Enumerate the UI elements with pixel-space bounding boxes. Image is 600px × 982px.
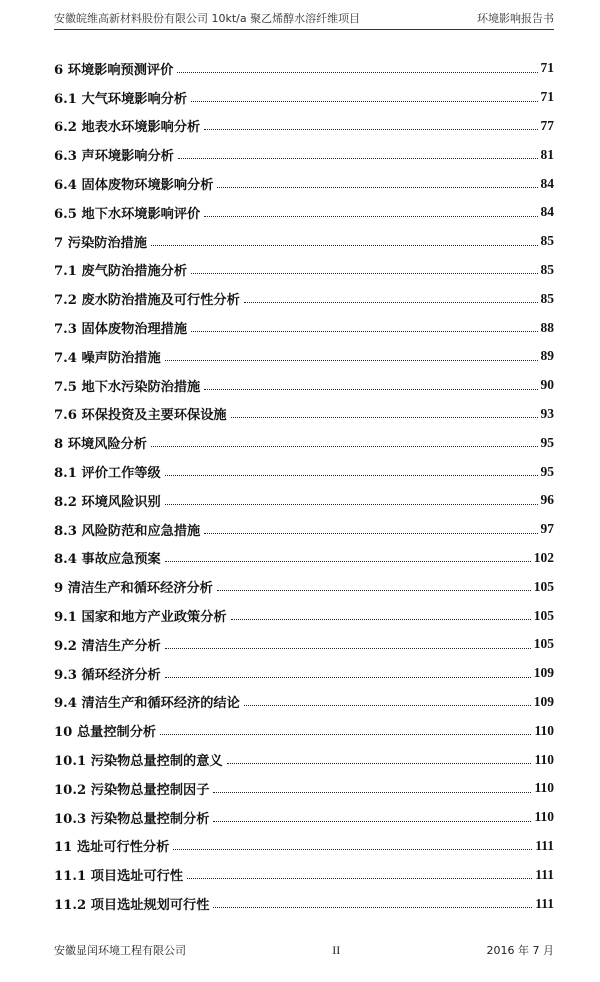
toc-entry[interactable] (54, 572, 554, 601)
toc-entry-title: 8.1 评价工作等级 (54, 466, 161, 482)
toc-leader-dots (178, 158, 538, 159)
toc-leader-dots (204, 129, 537, 130)
toc-entry-title: 7.3 固体废物治理措施 (54, 322, 188, 338)
toc-entry[interactable] (54, 486, 554, 515)
toc-entry[interactable] (54, 688, 554, 717)
toc-leader-dots (165, 360, 538, 361)
toc-entry-title: 7 污染防治措施 (54, 235, 147, 251)
toc-entry-title: 9 清洁生产和循环经济分析 (54, 581, 213, 597)
toc-entry-title: 9.3 循环经济分析 (54, 667, 161, 683)
toc-entry[interactable] (54, 284, 554, 313)
toc-entry[interactable] (54, 112, 554, 141)
toc-leader-dots (204, 389, 537, 390)
toc-leader-dots (231, 417, 538, 418)
toc-entry[interactable] (54, 832, 554, 861)
toc-leader-dots (227, 763, 532, 764)
toc-entry-page-number: 85 (540, 233, 554, 249)
toc-entry-title: 6.2 地表水环境影响分析 (54, 120, 201, 136)
toc-entry-title: 6.5 地下水环境影响评价 (54, 206, 201, 222)
table-of-contents (54, 54, 554, 918)
toc-entry[interactable] (54, 601, 554, 630)
toc-entry-title: 6 环境影响预测评价 (54, 62, 174, 78)
page-header (54, 8, 554, 30)
toc-entry[interactable] (54, 428, 554, 457)
footer-company: 安徽显闰环境工程有限公司 (54, 944, 186, 957)
toc-entry[interactable] (54, 774, 554, 803)
toc-leader-dots (213, 821, 531, 822)
toc-entry-page-number: 85 (540, 261, 554, 277)
toc-entry-page-number: 84 (540, 175, 554, 191)
toc-leader-dots (165, 475, 538, 476)
toc-entry-title: 11.2 项目选址规划可行性 (54, 898, 210, 913)
toc-leader-dots (165, 504, 538, 505)
toc-entry-title: 10.1 污染物总量控制的意义 (54, 754, 223, 770)
toc-entry-page-number: 77 (540, 117, 554, 133)
toc-leader-dots (204, 533, 537, 534)
toc-entry-page-number: 105 (533, 607, 554, 623)
toc-entry[interactable] (54, 889, 554, 918)
toc-leader-dots (187, 878, 532, 879)
toc-entry-title: 7.1 废气防治措施分析 (54, 264, 188, 280)
toc-entry-page-number: 96 (540, 492, 554, 508)
toc-leader-dots (213, 792, 531, 793)
toc-entry-title: 8.4 事故应急预案 (54, 552, 161, 568)
toc-entry-page-number: 105 (533, 578, 554, 594)
toc-leader-dots (244, 705, 531, 706)
toc-entry[interactable] (54, 169, 554, 198)
toc-entry-title: 9.2 清洁生产分析 (54, 638, 161, 654)
toc-entry[interactable] (54, 860, 554, 889)
toc-entry-page-number: 71 (540, 89, 554, 105)
toc-entry-page-number: 110 (534, 780, 554, 796)
toc-entry[interactable] (54, 457, 554, 486)
toc-entry-title: 7.5 地下水污染防治措施 (54, 379, 201, 395)
toc-entry-title: 9.1 国家和地方产业政策分析 (54, 610, 227, 626)
toc-leader-dots (204, 216, 537, 217)
toc-entry-title: 10.3 污染物总量控制分析 (54, 811, 210, 827)
toc-entry-title: 10 总量控制分析 (54, 725, 157, 741)
toc-leader-dots (213, 907, 532, 908)
toc-leader-dots (231, 619, 531, 620)
toc-entry[interactable] (54, 745, 554, 774)
toc-entry-title: 11 选址可行性分析 (54, 840, 170, 856)
toc-entry[interactable] (54, 140, 554, 169)
toc-entry-page-number: 110 (534, 751, 554, 767)
toc-entry[interactable] (54, 83, 554, 112)
toc-entry[interactable] (54, 630, 554, 659)
toc-entry[interactable] (54, 659, 554, 688)
toc-entry-page-number: 110 (534, 809, 554, 825)
toc-entry-title: 7.4 噪声防治措施 (54, 350, 161, 366)
footer-page-number: II (332, 942, 341, 957)
toc-leader-dots (191, 331, 537, 332)
toc-leader-dots (217, 187, 537, 188)
toc-leader-dots (160, 734, 531, 735)
toc-entry-page-number: 88 (540, 319, 554, 335)
toc-entry[interactable] (54, 256, 554, 285)
toc-entry-page-number: 111 (535, 866, 554, 882)
toc-entry-page-number: 93 (540, 405, 554, 421)
toc-entry-page-number: 105 (533, 636, 554, 652)
toc-leader-dots (165, 648, 531, 649)
header-project-title: 安徽皖维高新材料股份有限公司 10kt/a 聚乙烯醇水溶纤维项目 (54, 12, 361, 25)
toc-entry-page-number: 109 (533, 693, 554, 709)
toc-entry-page-number: 109 (533, 665, 554, 681)
toc-entry-page-number: 95 (540, 434, 554, 450)
toc-entry-title: 7.2 废水防治措施及可行性分析 (54, 293, 240, 309)
toc-entry[interactable] (54, 313, 554, 342)
toc-entry[interactable] (54, 54, 554, 83)
toc-entry-title: 9.4 清洁生产和循环经济的结论 (54, 696, 240, 712)
toc-entry-page-number: 95 (540, 463, 554, 479)
toc-entry-page-number: 81 (540, 146, 554, 162)
toc-entry-title: 8 环境风险分析 (54, 437, 147, 453)
toc-entry-title: 7.6 环保投资及主要环保设施 (54, 408, 227, 424)
toc-entry-page-number: 90 (540, 377, 554, 393)
toc-entry[interactable] (54, 716, 554, 745)
toc-entry-title: 6.3 声环境影响分析 (54, 149, 174, 165)
toc-entry[interactable] (54, 371, 554, 400)
toc-entry-title: 6.4 固体废物环境影响分析 (54, 178, 214, 194)
toc-entry-page-number: 111 (535, 837, 554, 853)
toc-entry[interactable] (54, 544, 554, 573)
toc-entry-title: 8.3 风险防范和应急措施 (54, 523, 201, 539)
toc-leader-dots (165, 561, 531, 562)
toc-leader-dots (177, 72, 537, 73)
toc-entry-page-number: 71 (540, 60, 554, 76)
toc-entry[interactable] (54, 342, 554, 371)
toc-entry[interactable] (54, 803, 554, 832)
toc-leader-dots (151, 245, 538, 246)
toc-leader-dots (217, 590, 531, 591)
toc-entry-page-number: 102 (533, 549, 554, 565)
footer-date: 2016 年 7 月 (486, 944, 554, 957)
toc-leader-dots (151, 446, 538, 447)
toc-entry-page-number: 85 (540, 290, 554, 306)
toc-leader-dots (191, 273, 537, 274)
header-document-type: 环境影响报告书 (477, 12, 554, 25)
toc-entry[interactable] (54, 400, 554, 429)
toc-entry-title: 11.1 项目选址可行性 (54, 869, 184, 885)
toc-entry[interactable] (54, 227, 554, 256)
toc-leader-dots (244, 302, 538, 303)
toc-entry-page-number: 84 (540, 204, 554, 220)
toc-entry-title: 6.1 大气环境影响分析 (54, 91, 188, 107)
toc-entry-title: 10.2 污染物总量控制因子 (54, 782, 210, 798)
toc-leader-dots (191, 101, 537, 102)
toc-entry-page-number: 111 (535, 895, 554, 911)
toc-leader-dots (173, 849, 532, 850)
toc-entry-page-number: 89 (540, 348, 554, 364)
toc-entry-page-number: 110 (534, 722, 554, 738)
toc-entry-title: 8.2 环境风险识别 (54, 494, 161, 510)
toc-entry-page-number: 97 (540, 521, 554, 537)
page-footer (54, 942, 554, 958)
toc-leader-dots (165, 677, 531, 678)
toc-entry[interactable] (54, 198, 554, 227)
toc-entry[interactable] (54, 515, 554, 544)
